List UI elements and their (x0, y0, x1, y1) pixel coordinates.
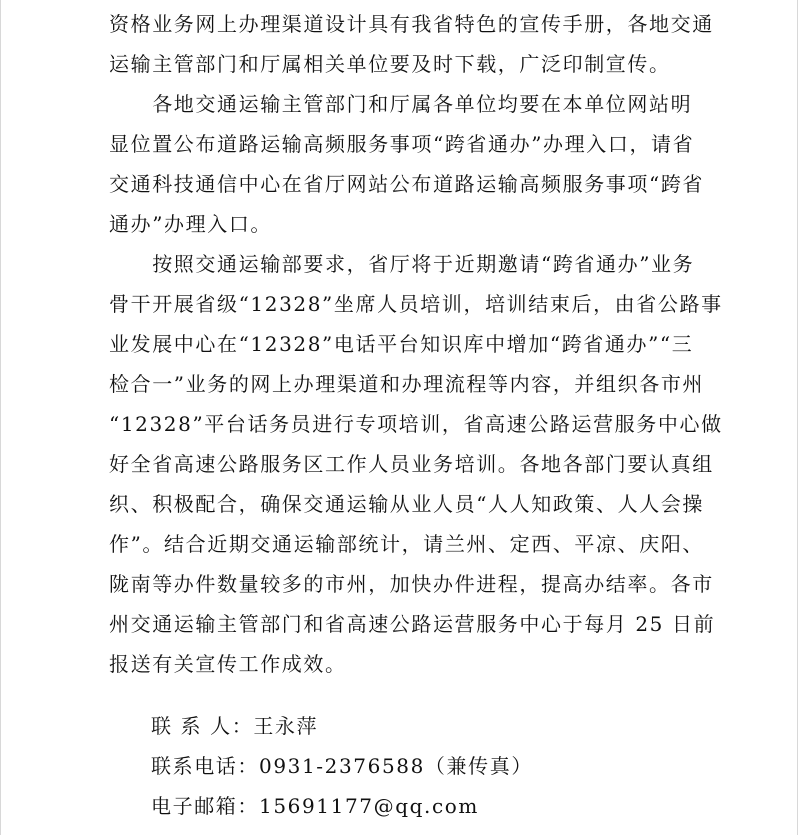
text-line-1: 资格业务网上办理渠道设计具有我省特色的宣传手册，各地交通 (109, 12, 714, 36)
contact-person-label: 联 系 人： (151, 714, 254, 738)
text-line-5: 交通科技通信中心在省厅网站公布道路运输高频服务事项“跨省 (109, 172, 705, 196)
text-line-6: 通办”办理入口。 (109, 212, 273, 236)
text-line-13: 织、积极配合，确保交通运输从业人员“人人知政策、人人会操 (109, 492, 705, 516)
contact-person-row (151, 706, 711, 746)
contact-person-value: 王永萍 (253, 714, 319, 738)
contact-phone-label: 联系电话： (151, 754, 259, 778)
text-line-7: 按照交通运输部要求，省厅将于近期邀请“跨省通办”业务 (109, 252, 695, 276)
contact-email-label: 电子邮箱： (151, 794, 259, 818)
contact-email-value: 15691177@qq.com (259, 794, 479, 818)
text-line-8: 骨干开展省级“12328”坐席人员培训，培训结束后，由省公路事 (109, 292, 723, 316)
text-line-15: 陇南等办件数量较多的市州，加快办件进程，提高办结率。各市 (109, 572, 714, 596)
contact-phone-value: 0931-2376588（兼传真） (259, 754, 533, 778)
text-line-11: “12328”平台话务员进行专项培训，省高速公路运营服务中心做 (109, 412, 723, 436)
text-line-10: 检合一”业务的网上办理渠道和办理流程等内容，并组织各市州 (109, 372, 705, 396)
text-line-17: 报送有关宣传工作成效。 (109, 652, 347, 676)
text-line-3: 各地交通运输主管部门和厅属各单位均要在本单位网站明 (109, 92, 693, 116)
text-line-4: 显位置公布道路运输高频服务事项“跨省通办”办理入口，请省 (109, 132, 695, 156)
contact-block (151, 706, 711, 826)
text-line-2: 运输主管部门和厅属相关单位要及时下载，广泛印制宣传。 (109, 52, 671, 76)
contact-phone-row (151, 746, 711, 786)
contact-email-row (151, 786, 711, 826)
text-line-16: 州交通运输主管部门和省高速公路运营服务中心于每月 25 日前 (109, 612, 716, 636)
text-line-9: 业发展中心在“12328”电话平台知识库中增加“跨省通办”“三 (109, 332, 694, 356)
text-line-14: 作”。结合近期交通运输部统计，请兰州、定西、平凉、庆阳、 (109, 532, 705, 556)
body-paragraphs (109, 4, 723, 684)
text-line-12: 好全省高速公路服务区工作人员业务培训。各地各部门要认真组 (109, 452, 714, 476)
